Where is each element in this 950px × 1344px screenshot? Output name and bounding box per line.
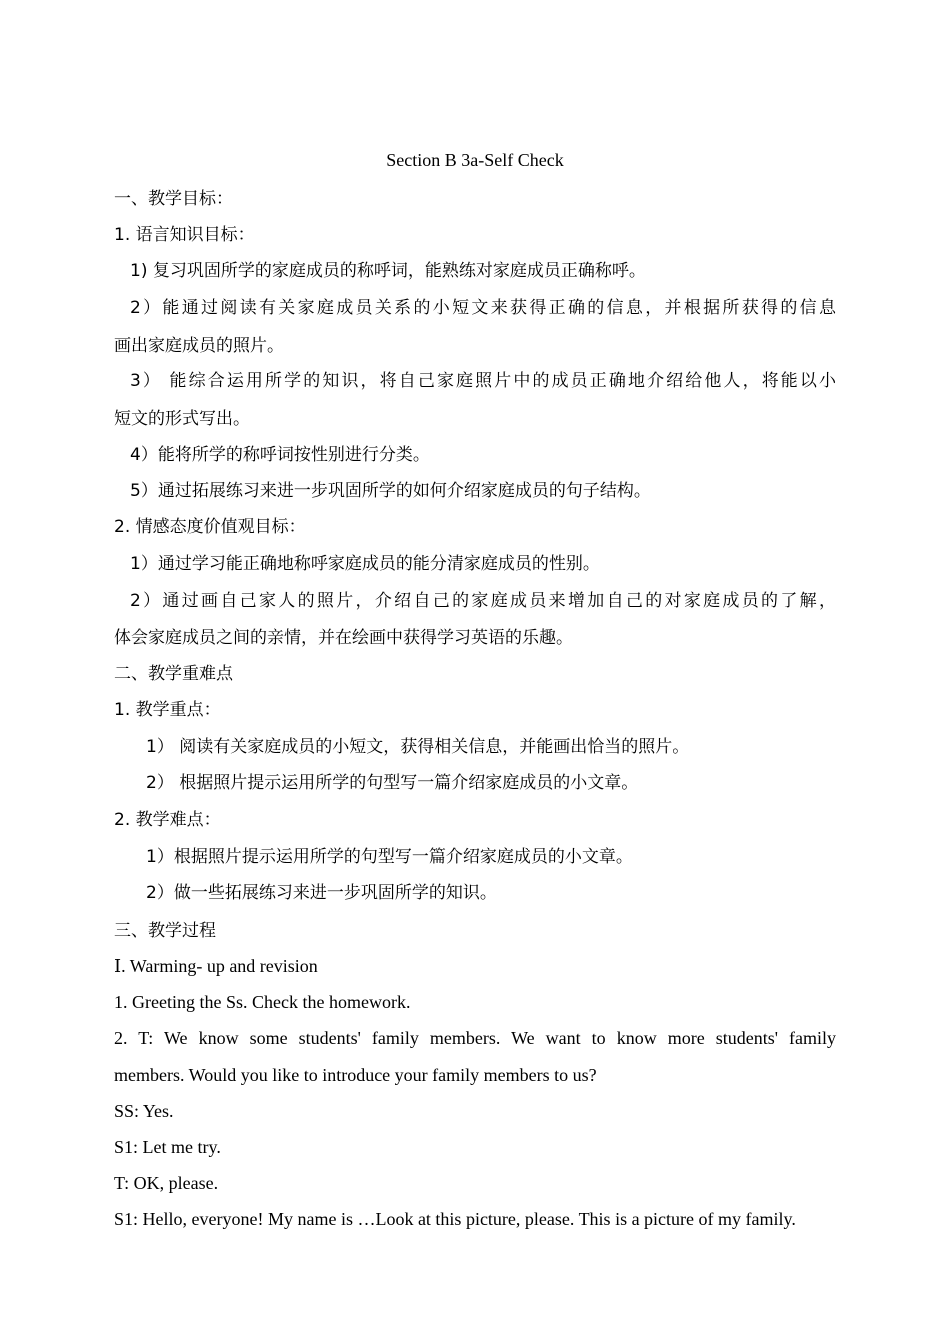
process-line-continuation: members. Would you like to introduce your family members to us? bbox=[114, 1065, 597, 1085]
dialogue-line: SS: Yes. bbox=[114, 1101, 174, 1121]
key-point-line: 1） 阅读有关家庭成员的小短文，获得相关信息，并能画出恰当的照片。 bbox=[146, 737, 690, 757]
section-heading-teaching-process: 三、教学过程 bbox=[114, 921, 216, 941]
objective-line: 4）能将所学的称呼词按性别进行分类。 bbox=[130, 445, 430, 465]
objective-line-continuation: 短文的形式写出。 bbox=[114, 409, 250, 429]
subheading-language-knowledge: 1. 语言知识目标： bbox=[114, 225, 255, 245]
objective-line: 1) 复习巩固所学的家庭成员的称呼词，能熟练对家庭成员正确称呼。 bbox=[130, 261, 646, 281]
difficult-point-line: 2）做一些拓展练习来进一步巩固所学的知识。 bbox=[146, 883, 497, 903]
objective-line: 5）通过拓展练习来进一步巩固所学的如何介绍家庭成员的句子结构。 bbox=[130, 481, 651, 501]
section-heading-key-difficult-points: 二、教学重难点 bbox=[114, 664, 233, 684]
document-title: Section B 3a-Self Check bbox=[386, 150, 564, 170]
process-line: 1. Greeting the Ss. Check the homework. bbox=[114, 992, 411, 1012]
objective-line: 3） 能综合运用所学的知识，将自己家庭照片中的成员正确地介绍给他人，将能以小 bbox=[130, 371, 836, 391]
subheading-emotional-attitude: 2. 情感态度价值观目标： bbox=[114, 517, 306, 537]
process-line: 2. T: We know some students' family members. We want to know more students' family bbox=[114, 1028, 836, 1048]
objective-line-continuation: 画出家庭成员的照片。 bbox=[114, 336, 284, 356]
dialogue-line: S1: Let me try. bbox=[114, 1137, 221, 1157]
step-heading-warming-up: Ⅰ. Warming- up and revision bbox=[114, 956, 318, 976]
subheading-key-points: 1. 教学重点： bbox=[114, 700, 221, 720]
dialogue-line: T: OK, please. bbox=[114, 1173, 219, 1193]
objective-line-continuation: 体会家庭成员之间的亲情，并在绘画中获得学习英语的乐趣。 bbox=[114, 628, 573, 648]
objective-line: 2）通过画自己家人的照片，介绍自己的家庭成员来增加自己的对家庭成员的了解， bbox=[130, 591, 836, 611]
difficult-point-line: 1）根据照片提示运用所学的句型写一篇介绍家庭成员的小文章。 bbox=[146, 847, 633, 867]
subheading-difficult-points: 2. 教学难点： bbox=[114, 810, 221, 830]
objective-line: 1）通过学习能正确地称呼家庭成员的能分清家庭成员的性别。 bbox=[130, 554, 600, 574]
dialogue-line: S1: Hello, everyone! My name is …Look at this picture, please. This is a picture of my family. bbox=[114, 1209, 796, 1229]
objective-line: 2）能通过阅读有关家庭成员关系的小短文来获得正确的信息，并根据所获得的信息 bbox=[130, 298, 836, 318]
key-point-line: 2） 根据照片提示运用所学的句型写一篇介绍家庭成员的小文章。 bbox=[146, 773, 639, 793]
section-heading-teaching-objectives: 一、教学目标： bbox=[114, 189, 233, 209]
